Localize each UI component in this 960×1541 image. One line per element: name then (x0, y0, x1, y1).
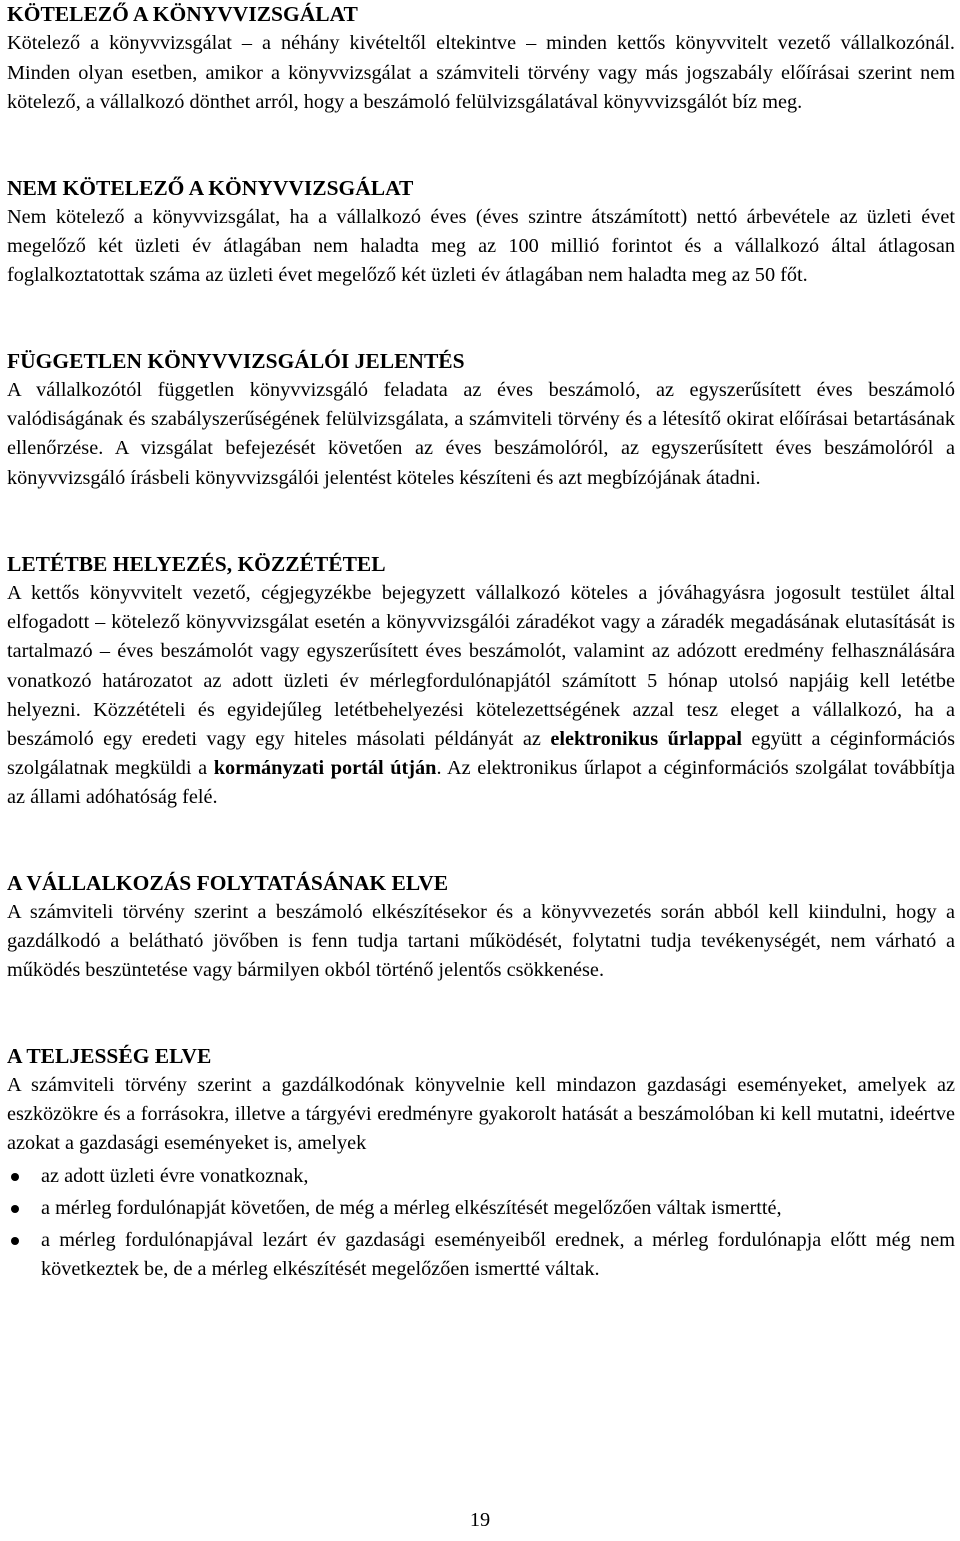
bullet-icon (11, 1173, 19, 1181)
list-item-text: a mérleg fordulónapját követően, de még a mérleg elkészítését megelőzően váltak ismertté, (41, 1196, 782, 1219)
section-heading: LETÉTBE HELYEZÉS, KÖZZÉTÉTEL (7, 552, 386, 576)
body-text: együtt a céginformációs szolgálatnak megküldi a (7, 728, 956, 780)
section-body (7, 579, 955, 813)
section-completeness (7, 1043, 955, 1287)
bullet-icon (11, 1237, 19, 1245)
list-item (7, 1162, 955, 1191)
section-heading: A TELJESSÉG ELVE (7, 1044, 212, 1068)
section-heading: A VÁLLALKOZÁS FOLYTATÁSÁNAK ELVE (7, 871, 449, 895)
section-body: A számviteli törvény szerint a gazdálkodónak könyvelnie kell mindazon gazdasági eseményeket, amelyek az eszközökre és a forrásokra, illetve a tárgyévi eredményre gyakorolt hatását a beszámolóban ki kell mutatni, ideértve azokat a gazdasági eseményeket is, amelyek (7, 1074, 955, 1155)
section-body: A vállalkozótól független könyvvizsgáló feladata az éves beszámoló, az egyszerűsített éves beszámoló valódiságának és szabályszerűségének felülvizsgálata, a számviteli törvény és a létesítő okirat előírásai betartásának ellenőrzése. A vizsgálat befejezését követően az éves beszámolóról, az egyszerűsített éves beszámolóról a könyvvizsgáló írásbeli könyvvizsgálói jelentést köteles készíteni és azt megbízójának átadni. (7, 379, 955, 489)
list-item-text: az adott üzleti évre vonatkoznak, (41, 1164, 309, 1187)
section-body: Nem kötelező a könyvvizsgálat, ha a vállalkozó éves (éves szintre átszámított) nettó árbevétele az üzleti évet megelőző két üzleti év átlagában nem haladta meg az 100 millió forintot és a vállalkozó által átlagosan foglalkoztatottak száma az üzleti évet megelőző két üzleti év átlagában nem haladta meg az 50 főt. (7, 206, 955, 287)
body-text: A kettős könyvvitelt vezető, cégjegyzékbe bejegyzett vállalkozó köteles a jóváhagyásra jogosult testület által elfogadott – kötelező könyvvizsgálat esetén a könyvvizsgálói záradékot vagy a záradék megadásának elutasítását is tartalmazó – éves beszámolót vagy egyszerűsített éves beszámolót, valamint az adózott eredmény felhasználására vonatkozó határozatot az adott üzleti év mérlegfordulónapjától számított 5 hónap utolsó napjáig kell letétbe helyezni. Közzétételi és egyidejűleg letétbehelyezési kötelezettségének azzal tesz eleget a vállalkozó, ha a beszámoló egy eredeti vagy egy hiteles másolati példányát az (7, 582, 955, 751)
list-item (7, 1226, 955, 1284)
section-deposit-publication (7, 551, 955, 813)
bullet-icon (11, 1205, 19, 1213)
section-mandatory-audit (7, 1, 955, 118)
bullet-list (7, 1162, 955, 1285)
section-going-concern (7, 870, 955, 986)
section-heading: NEM KÖTELEZŐ A KÖNYVVIZSGÁLAT (7, 176, 414, 200)
list-item-text: a mérleg fordulónapjával lezárt év gazdasági eseményeiből erednek, a mérleg fordulónapja előtt még nem következtek be, de a mérleg elkészítését megelőzően ismertté váltak. (41, 1229, 955, 1281)
section-heading: KÖTELEZŐ A KÖNYVVIZSGÁLAT (7, 2, 358, 26)
emphasis-government-portal: kormányzati portál útján (213, 757, 437, 780)
page-number: 19 (469, 1509, 491, 1531)
section-audit-not-mandatory (7, 175, 955, 291)
list-item (7, 1194, 955, 1223)
emphasis-electronic-form: elektronikus űrlappal (550, 728, 742, 751)
section-heading: FÜGGETLEN KÖNYVVIZSGÁLÓI JELENTÉS (7, 349, 465, 373)
body-text: . Az elektronikus űrlapot a céginformációs szolgálat továbbítja az állami adóhatóság felé. (7, 757, 955, 809)
section-independent-auditor-report (7, 348, 955, 493)
section-body: A számviteli törvény szerint a beszámoló elkészítésekor és a könyvvezetés során abból kell kiindulni, hogy a gazdálkodó a belátható jövőben is fenn tudja tartani működését, folytatni tudja tevékenységét, nem várható a működés beszüntetése vagy bármilyen okból történő jelentős csökkenése. (7, 901, 955, 982)
section-body: Kötelező a könyvvizsgálat – a néhány kivételtől eltekintve – minden kettős könyvvitelt vezető vállalkozónál. Minden olyan esetben, amikor a könyvvizsgálat a számviteli törvény vagy más jogszabály előírásai szerint nem kötelező, a vállalkozó dönthet arról, hogy a beszámoló felülvizsgálatával könyvvizsgálót bíz meg. (7, 32, 955, 113)
